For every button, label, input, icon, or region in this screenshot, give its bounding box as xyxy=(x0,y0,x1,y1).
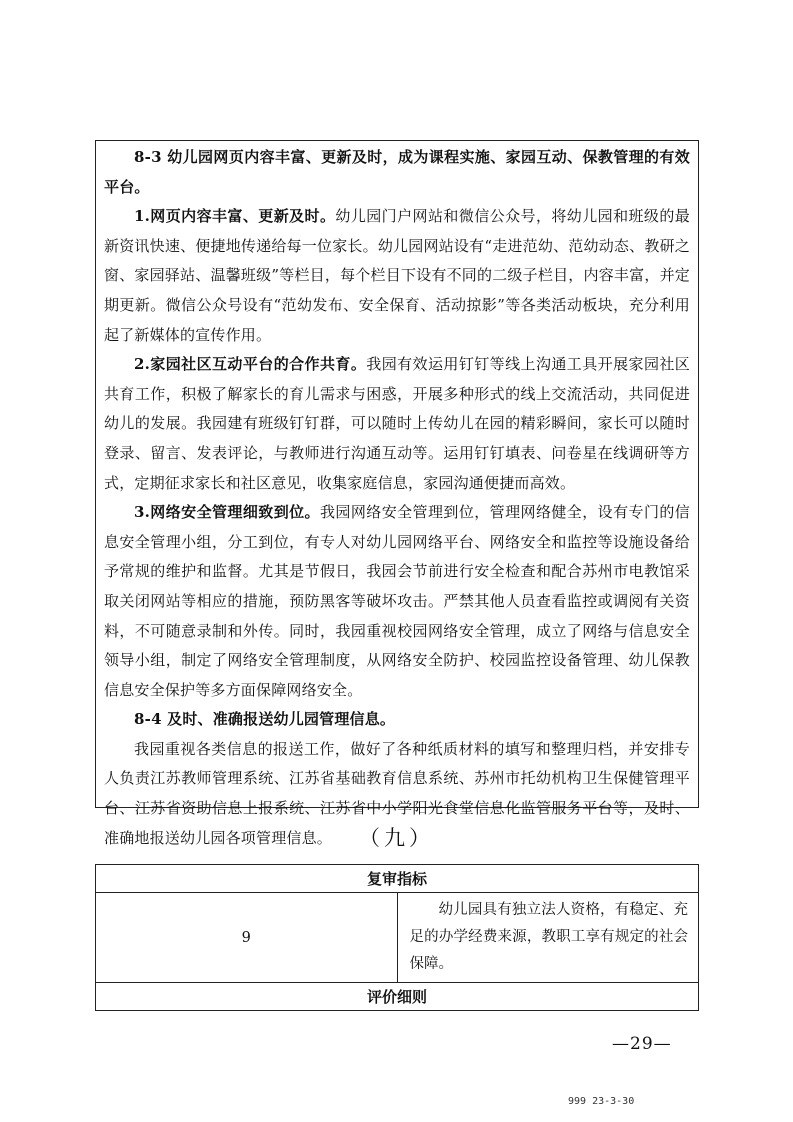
page-number: —29— xyxy=(612,1034,672,1054)
section-8-content xyxy=(104,143,690,853)
table-row xyxy=(96,983,699,1011)
paragraph-community xyxy=(104,350,690,498)
print-stamp: 999 23-3-30 xyxy=(568,1096,635,1107)
table-row xyxy=(96,865,699,893)
item-description: 幼儿园具有独立法人资格，有稳定、充足的办学经费来源，教职工享有规定的社会保障。 xyxy=(397,893,699,983)
table-row xyxy=(96,893,699,983)
paragraph-security xyxy=(104,498,690,705)
text-community: 我园有效运用钉钉等线上沟通工具开展家园社区共育工作，积极了解家长的育儿需求与困惑，开展多种形式的线上交流活动，共同促进幼儿的发展。我园建有班级钉钉群，可以随时上传幼儿在园的精彩瞬间，家长可以随时登录、留言、发表评论，与教师进行沟通互动等。运用钉钉填表、问卷星在线调研等方式，定期征求家长和社区意见，收集家庭信息，家园沟通便捷而高效。 xyxy=(104,355,690,492)
subheading-security: 3.网络安全管理细致到位。 xyxy=(134,503,320,522)
text-web-content: 幼儿园门户网站和微信公众号，将幼儿园和班级的最新资讯快速、便捷地传递给每一位家长。幼儿园网站设有“走进范幼、范幼动态、教研之窗、家园驿站、温馨班级”等栏目，每个栏目下设有不同的二级子栏目，内容丰富，并定期更新。微信公众号设有“范幼发布、安全保育、活动掠影”等各类活动板块，充分利用起了新媒体的宣传作用。 xyxy=(104,207,690,344)
section-8-box xyxy=(95,140,699,847)
text-security: 我园网络安全管理到位，管理网络健全，设有专门的信息安全管理小组，分工到位，有专人对幼儿园网络平台、网络安全和监控等设施设备给予常规的维护和监督。尤其是节假日，我园会节前进行安全检查和配合苏州市电教馆采取关闭网站等相应的措施，预防黑客等破坏攻击。严禁其他人员查看监控或调阅有关资料，不可随意录制和外传。同时，我园重视校园网络安全管理，成立了网络与信息安全领导小组，制定了网络安全管理制度，从网络安全防护、校园监控设备管理、幼儿保教信息安全保护等多方面保障网络安全。 xyxy=(104,503,690,699)
section-9-title: （九） xyxy=(359,826,434,850)
header-review-indicator: 复审指标 xyxy=(96,865,699,893)
item-number: 9 xyxy=(96,893,398,983)
subheading-web-content: 1.网页内容丰富、更新及时。 xyxy=(134,207,336,226)
paragraph-8-4 xyxy=(104,705,690,735)
header-evaluation-detail: 评价细则 xyxy=(96,983,699,1011)
paragraph-web-content xyxy=(104,202,690,350)
paragraph-8-3 xyxy=(104,143,690,202)
text-reporting: 我园重视各类信息的报送工作，做好了各种纸质材料的填写和整理归档，并安排专人负责江苏教师管理系统、江苏省基础教育信息系统、苏州市托幼机构卫生保健管理平台、江苏省资助信息上报系统、江苏省中小学阳光食堂信息化监管服务平台等，及时、准确地报送幼儿园各项管理信息。 xyxy=(104,739,690,847)
subheading-community: 2.家园社区互动平台的合作共育。 xyxy=(134,355,367,374)
review-table xyxy=(95,864,699,1011)
heading-8-3: 8-3 幼儿园网页内容丰富、更新及时，成为课程实施、家园互动、保教管理的有效平台。 xyxy=(104,148,690,196)
heading-8-4: 8-4 及时、准确报送幼儿园管理信息。 xyxy=(134,710,396,729)
